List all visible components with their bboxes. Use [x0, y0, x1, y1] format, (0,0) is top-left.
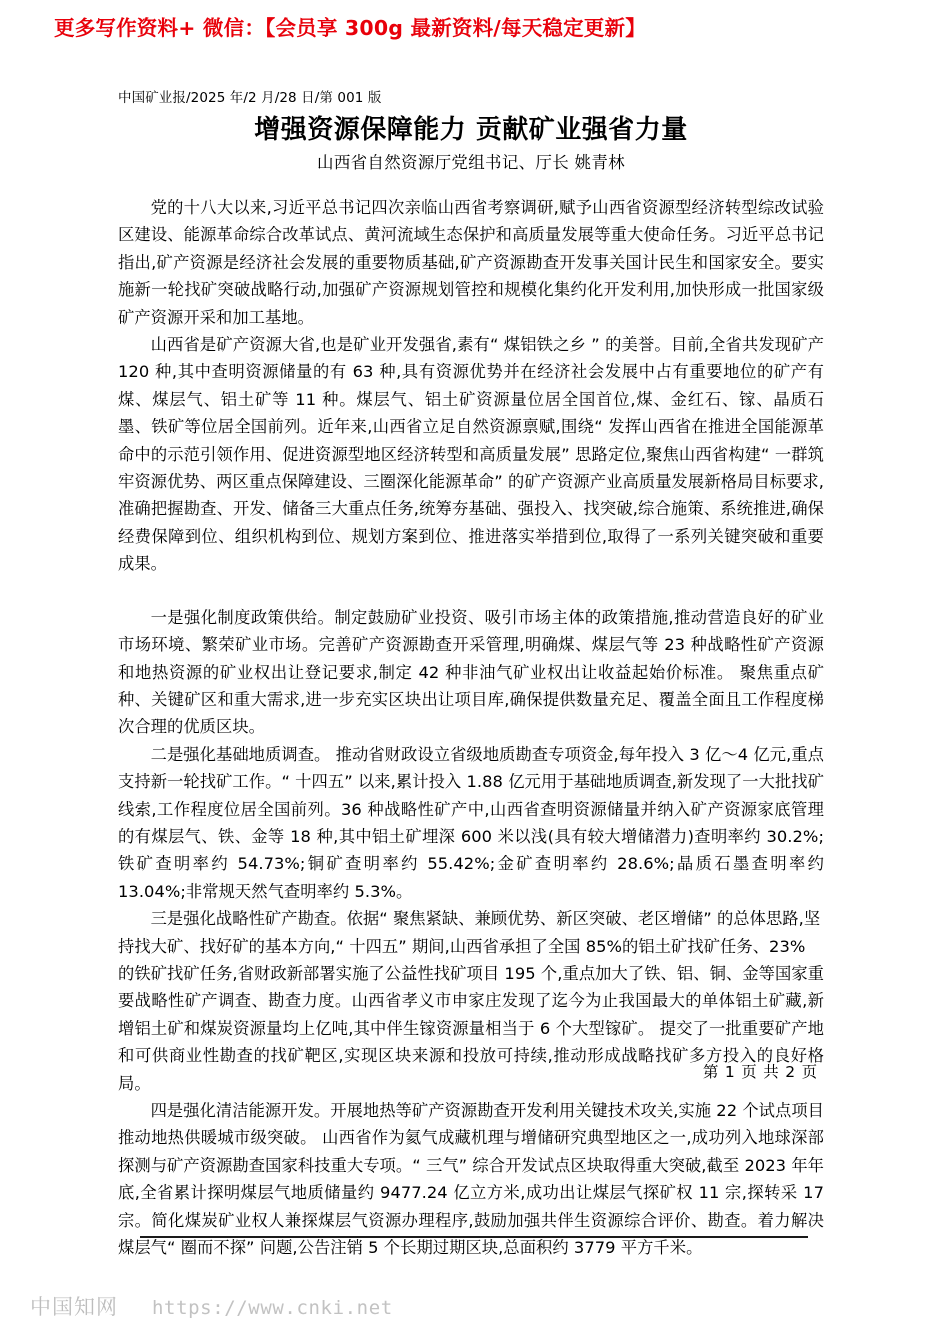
footer-divider	[140, 1236, 808, 1238]
promo-banner-text: 更多写作资料+ 微信：【会员享 300g 最新资料/每天稳定更新】	[54, 16, 646, 40]
publication-source-line: 中国矿业报/2025 年/2 月/28 日/第 001 版	[118, 90, 382, 106]
cnki-url-text: https://www.cnki.net	[152, 1297, 393, 1319]
paragraph-3: 一是强化制度政策供给。制定鼓励矿业投资、吸引市场主体的政策措施,推动营造良好的矿业市场环境、繁荣矿业市场。完善矿产资源勘查开采管理,明确煤、煤层气等 23 种战略性矿产资源和地热资源的矿业权出让登记要求,制定 42 种非油气矿业权出让收益起始价标准。 聚焦重点矿种、关键矿区和重大需求,进一步充实区块出让项目库,确保提供数量充足、覆盖全面且工作程度梯次合理的优质区块。	[118, 607, 824, 737]
cnki-logo-text: 中国知网	[30, 1295, 118, 1319]
paragraph-6: 的铁矿找矿任务,省财政新部署实施了公益性找矿项目 195 个,重点加大了铁、铝、铜、金等国家重要战略性矿产调查、勘查力度。山西省孝义市申家庄发现了迄今为止我国最大的单体铝土矿藏,新增铝土矿和煤炭资源量均上亿吨,其中伴生镓资源量相当于 6 个大型镓矿。 提交了一批重要矿产地和可供商业性勘查的找矿靶区,实现区块来源和投放可持续,推动形成战略找矿多方投入的良好格局。	[118, 963, 824, 1093]
author-byline: 山西省自然资源厅党组书记、厅长 姚青林	[317, 153, 625, 172]
paragraph-1: 党的十八大以来,习近平总书记四次亲临山西省考察调研,赋予山西省资源型经济转型综改试验区建设、能源革命综合改革试点、黄河流域生态保护和高质量发展等重大使命任务。习近平总书记指出,矿产资源是经济社会发展的重要物质基础,矿产资源勘查开发事关国计民生和国家安全。要实施新一轮找矿突破战略行动,加强矿产资源规划管控和规模化集约化开发利用,加快形成一批国家级矿产资源开采和加工基地。	[118, 198, 824, 327]
article-body	[118, 194, 824, 1261]
paragraph-5: 三是强化战略性矿产勘查。依据“ 聚焦紧缺、兼顾优势、新区突破、老区增储” 的总体思路,坚持找大矿、找好矿的基本方向,“ 十四五” 期间,山西省承担了全国 85%的铝土矿找矿任务、23%	[118, 909, 821, 956]
paragraph-7: 四是强化清洁能源开发。开展地热等矿产资源勘查开发利用关键技术攻关,实施 22 个试点项目推动地热供暖城市级突破。 山西省作为氦气成藏机理与增储研究典型地区之一,成功列入地球深部探测与矿产资源勘查国家科技重大专项。“ 三气” 综合开发试点区块取得重大突破,截至 2023 年年底,全省累计探明煤层气地质储量约 9477.24 亿立方米,成功出让煤层气探矿权 11 宗,探转采 17 宗。简化煤炭矿业权人兼探煤层气资源办理程序,鼓励加强共伴生资源综合评价、勘查。着力解决煤层气“ 圈而不探” 问题,公告注销 5 个长期过期区块,总面积约 3779 平方千米。	[118, 1101, 825, 1258]
page-counter: 第 1 页 共 2 页	[702, 1063, 818, 1081]
cnki-watermark	[30, 1294, 393, 1321]
document-content	[118, 88, 824, 1261]
paragraph-4: 二是强化基础地质调查。 推动省财政设立省级地质勘查专项资金,每年投入 3 亿～4 亿元,重点支持新一轮找矿工作。“ 十四五” 以来,累计投入 1.88 亿元用于基础地质调查,新发现了一大批找矿线索,工作程度位居全国前列。36 种战略性矿产中,山西省查明资源储量并纳入矿产资源家底管理的有煤层气、铁、金等 18 种,其中铝土矿埋深 600 米以浅(具有较大增储潜力)查明率约 30.2%;铁矿查明率约 54.73%;铜矿查明率约 55.42%;金矿查明率约 28.6%;晶质石墨查明率约 13.04%;非常规天然气查明率约 5.3%。	[118, 744, 824, 901]
paragraph-2: 山西省是矿产资源大省,也是矿业开发强省,素有“ 煤铝铁之乡 ” 的美誉。目前,全省共发现矿产 120 种,其中查明资源储量的有 63 种,具有资源优势并在经济社会发展中占有重要地位的矿产有煤、煤层气、铝土矿等 11 种。煤层气、铝土矿资源量位居全国首位,煤、金红石、镓、晶质石墨、铁矿等位居全国前列。近年来,山西省立足自然资源禀赋,围绕“ 发挥山西省在推进全国能源革命中的示范引领作用、促进资源型地区经济转型和高质量发展” 思路定位,聚焦山西省构建“ 一群筑牢资源优势、两区重点保障建设、三圈深化能源革命” 的矿产资源产业高质量发展新格局目标要求,准确把握勘查、开发、储备三大重点任务,统筹夯基础、强投入、找突破,综合施策、系统推进,确保经费保障到位、组织机构到位、规划方案到位、推进落实举措到位,取得了一系列关键突破和重要成果。	[118, 335, 824, 574]
page-title: 增强资源保障能力 贡献矿业强省力量	[254, 115, 688, 145]
